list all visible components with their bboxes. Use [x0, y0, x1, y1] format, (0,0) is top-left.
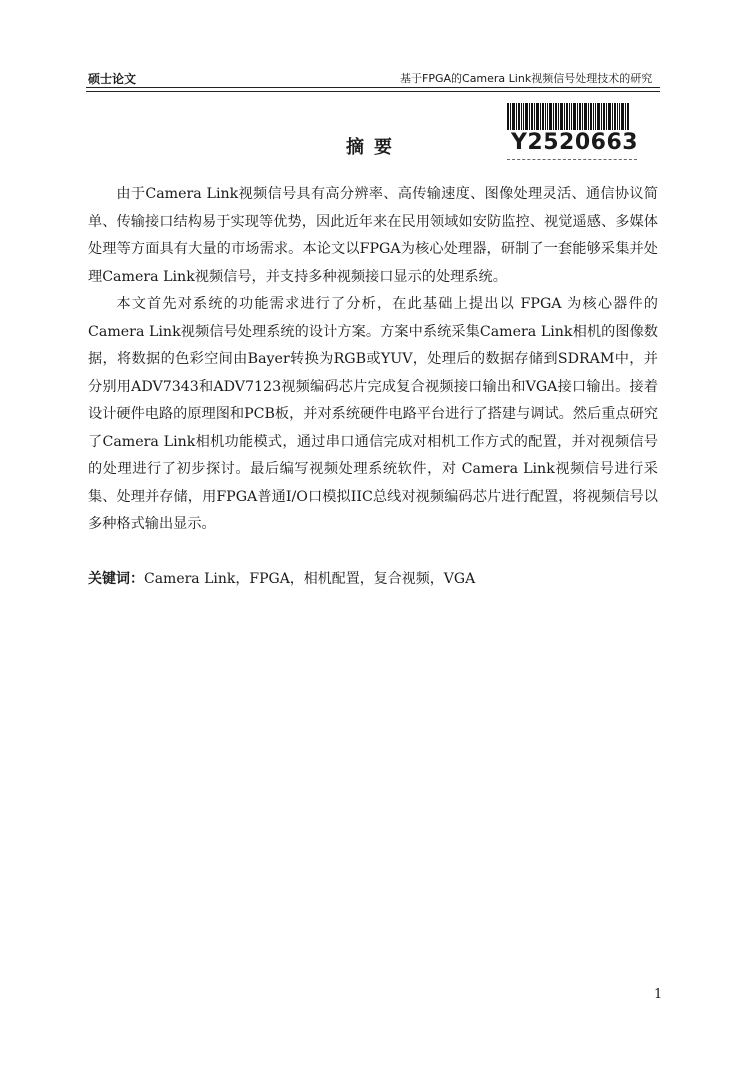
abstract-paragraph: 本文首先对系统的功能需求进行了分析，在此基础上提出以 FPGA 为核心器件的Camera Link视频信号处理系统的设计方案。方案中系统采集Camera Link相机的图像数据，将数据的色彩空间由Bayer转换为RGB或YUV，处理后的数据存储到SDRAM中，并分别用ADV7343和ADV7123视频编码芯片完成复合视频接口输出和VGA接口输出。接着设计硬件电路的原理图和PCB板，并对系统硬件电路平台进行了搭建与调试。然后重点研究了Camera Link相机功能模式，通过串口通信完成对相机工作方式的配置，并对视频信号的处理进行了初步探讨。最后编写视频处理系统软件，对 Camera Link视频信号进行采集、处理并存储，用FPGA普通I/O口模拟IIC总线对视频编码芯片进行配置，将视频信号以多种格式输出显示。	[88, 296, 658, 532]
keywords-separator: ：	[130, 571, 144, 587]
header-rule-thick	[86, 87, 660, 88]
header-rule-thin	[86, 91, 660, 92]
abstract-body	[88, 181, 658, 539]
barcode-bars	[507, 103, 629, 130]
abstract-paragraph: 由于Camera Link视频信号具有高分辨率、高传输速度、图像处理灵活、通信协议简单、传输接口结构易于实现等优势，因此近年来在民用领域如安防监控、视觉遥感、多媒体处理等方面具有大量的市场需求。本论文以FPGA为核心处理器，研制了一套能够采集并处理Camera Link视频信号，并支持多种视频接口显示的处理系统。	[88, 186, 658, 285]
header-right-text: 基于FPGA的Camera Link视频信号处理技术的研究	[400, 72, 653, 85]
keywords-text: Camera Link，FPGA，相机配置，复合视频，VGA	[144, 571, 476, 587]
page-title: 摘要	[346, 137, 402, 158]
barcode-dashed-line	[507, 159, 637, 160]
keywords-line	[88, 567, 658, 591]
header-left-text: 硕士论文	[88, 72, 137, 86]
barcode-number: Y2520663	[511, 130, 639, 155]
page-number: 1	[654, 987, 663, 1002]
keywords-label: 关键词	[88, 571, 130, 587]
barcode	[507, 103, 639, 155]
